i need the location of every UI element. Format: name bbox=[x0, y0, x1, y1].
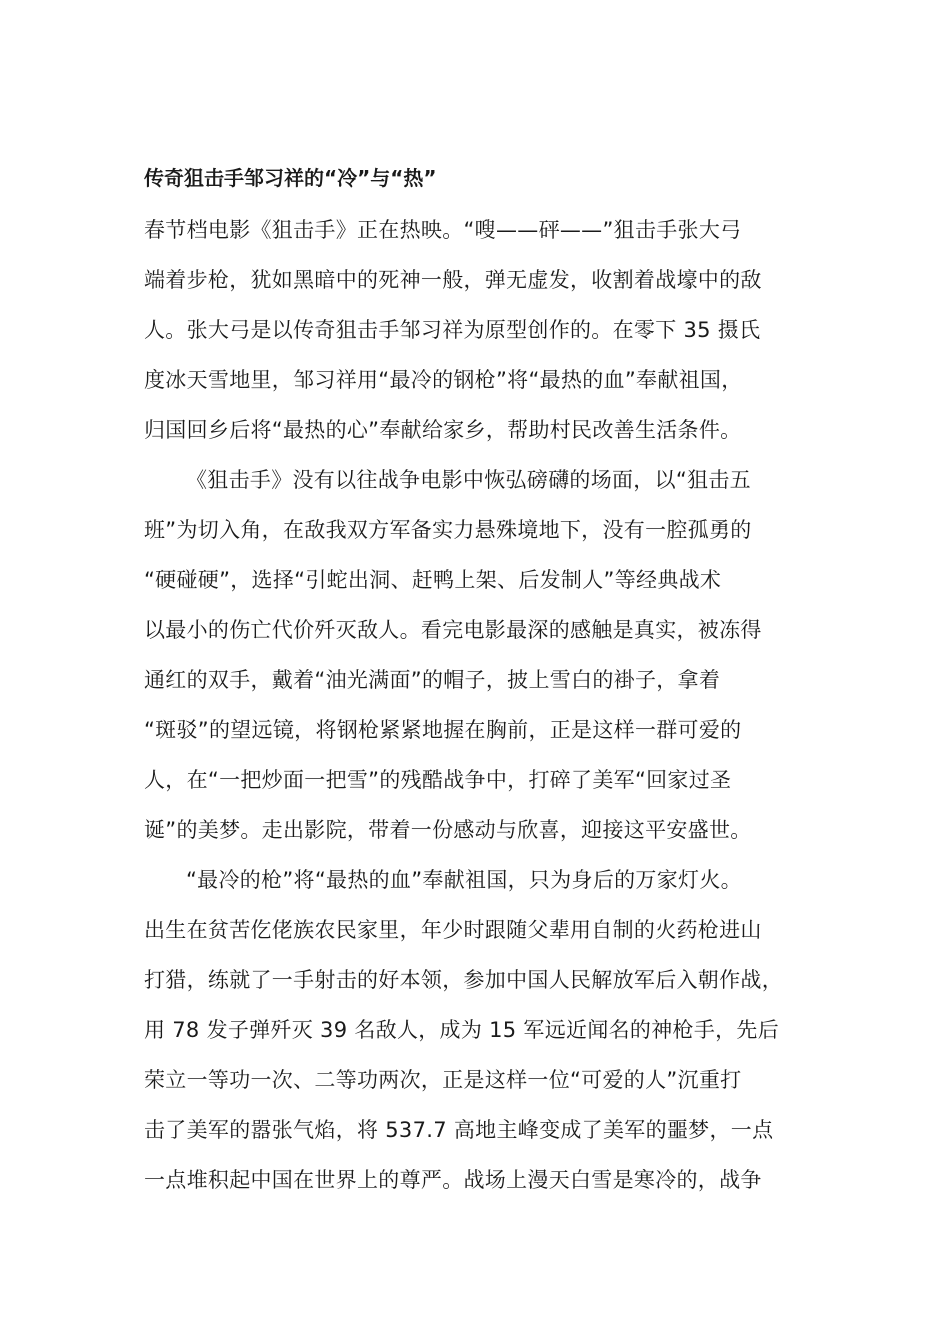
paragraph-line: 归国回乡后将“最热的心”奉献给家乡，帮助村民改善生活条件。 bbox=[144, 418, 742, 442]
paragraph-line: 人。张大弓是以传奇狙击手邹习祥为原型创作的。在零下 35 摄氏 bbox=[144, 318, 761, 342]
article-body bbox=[144, 205, 810, 1205]
paragraph-line: 用 78 发子弹歼灭 39 名敌人，成为 15 军远近闻名的神枪手，先后 bbox=[144, 1018, 780, 1042]
paragraph-line: 荣立一等功一次、二等功两次，正是这样一位“可爱的人”沉重打 bbox=[144, 1068, 742, 1092]
paragraph-line: “最冷的枪”将“最热的血”奉献祖国，只为身后的万家灯火。 bbox=[186, 868, 742, 892]
paragraph-line: 人，在“一把炒面一把雪”的残酷战争中，打碎了美军“回家过圣 bbox=[144, 768, 732, 792]
document-page bbox=[144, 163, 810, 1205]
paragraph-line: 春节档电影《狙击手》正在热映。“嗖——砰——”狙击手张大弓 bbox=[144, 218, 742, 242]
paragraph-line: “硬碰硬”，选择“引蛇出洞、赶鸭上架、后发制人”等经典战术 bbox=[144, 568, 722, 592]
paragraph-line: 诞”的美梦。走出影院，带着一份感动与欣喜，迎接这平安盛世。 bbox=[144, 818, 752, 842]
paragraph-line: 通红的双手，戴着“油光满面”的帽子，披上雪白的褂子，拿着 bbox=[144, 668, 721, 692]
paragraph-line: 击了美军的嚣张气焰，将 537.7 高地主峰变成了美军的噩梦，一点 bbox=[144, 1118, 774, 1142]
paragraph-line: 班”为切入角，在敌我双方军备实力悬殊境地下，没有一腔孤勇的 bbox=[144, 518, 752, 542]
paragraph-line: 出生在贫苦仡佬族农民家里，年少时跟随父辈用自制的火药枪进山 bbox=[144, 918, 762, 942]
paragraph-line: 以最小的伤亡代价歼灭敌人。看完电影最深的感触是真实，被冻得 bbox=[144, 618, 762, 642]
paragraph-line: 一点堆积起中国在世界上的尊严。战场上漫天白雪是寒冷的，战争 bbox=[144, 1168, 762, 1192]
paragraph-line: 度冰天雪地里，邹习祥用“最冷的钢枪”将“最热的血”奉献祖国， bbox=[144, 368, 743, 392]
paragraph-line: 打猎，练就了一手射击的好本领，参加中国人民解放军后入朝作战， bbox=[144, 968, 783, 992]
paragraph-line: 《狙击手》没有以往战争电影中恢弘磅礴的场面，以“狙击五 bbox=[186, 468, 751, 492]
paragraph-line: “斑驳”的望远镜，将钢枪紧紧地握在胸前，正是这样一群可爱的 bbox=[144, 718, 742, 742]
paragraph-line: 端着步枪，犹如黑暗中的死神一般，弹无虚发，收割着战壕中的敌 bbox=[144, 268, 762, 292]
article-title: 传奇狙击手邹习祥的“冷”与“热” bbox=[144, 166, 437, 190]
